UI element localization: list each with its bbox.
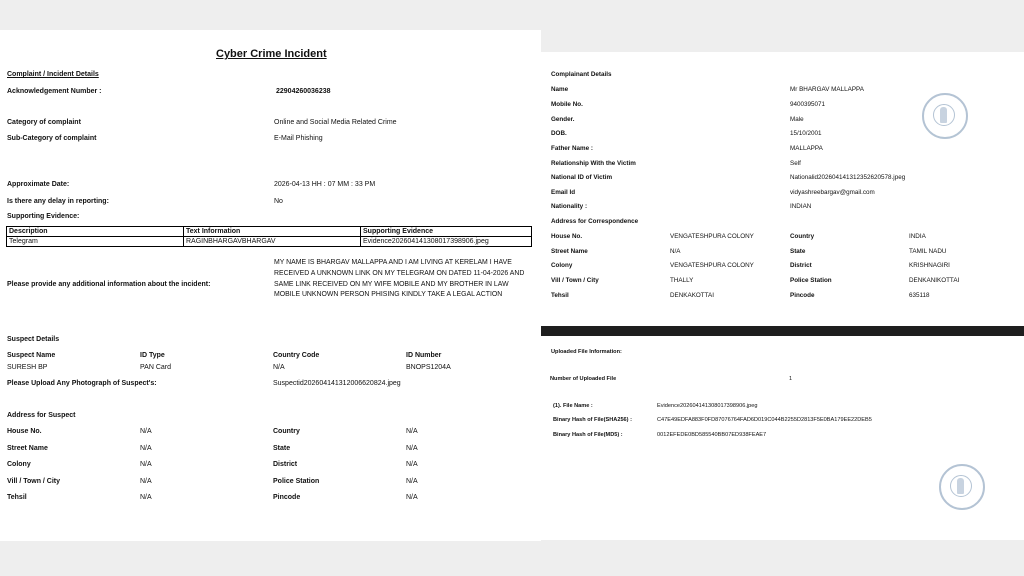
evidence-header-text: Text Information: [184, 227, 361, 237]
address-label: District: [790, 262, 812, 269]
suspect-address-heading: Address for Suspect: [7, 412, 76, 419]
complainant-label: National ID of Victim: [551, 174, 613, 181]
address-value: N/A: [140, 494, 152, 501]
category-value: Online and Social Media Related Crime: [274, 119, 397, 126]
date-value: 2026-04-13 HH : 07 MM : 33 PM: [274, 181, 376, 188]
address-label: Street Name: [551, 248, 588, 255]
suspect-name-header: Suspect Name: [7, 352, 56, 359]
suspect-photo-file-link[interactable]: Suspectid202604141312006620824.jpeg: [273, 380, 401, 387]
page-divider: [541, 326, 1024, 336]
suspect-idnumber-value: BNOPS1204A: [406, 364, 451, 371]
address-value: KRISHNAGIRI: [909, 262, 950, 269]
email-link[interactable]: vidyashreebargav@gmail.com: [790, 189, 875, 196]
address-label: Tehsil: [551, 292, 569, 299]
table-row: [7, 237, 532, 247]
uploaded-info-heading: Uploaded File Information:: [551, 349, 622, 355]
address-label: House No.: [7, 428, 42, 435]
sha256-label: Binary Hash of File(SHA256) :: [553, 417, 632, 423]
address-label: District: [273, 461, 298, 468]
address-label: Country: [273, 428, 300, 435]
md5-value: 0012EFEDE0BD585540BB07ED938FEAE7: [657, 432, 767, 438]
address-label: Pincode: [273, 494, 301, 501]
md5-label: Binary Hash of File(MD5) :: [553, 432, 623, 438]
subcategory-value: E-Mail Phishing: [274, 135, 323, 142]
date-label: Approximate Date:: [7, 181, 70, 188]
address-label: State: [273, 445, 291, 452]
complainant-label: Name: [551, 86, 569, 93]
suspect-section-heading: Suspect Details: [7, 336, 60, 343]
address-label: Vill / Town / City: [551, 277, 599, 284]
address-value: N/A: [406, 461, 418, 468]
complainant-label: Mobile No.: [551, 101, 583, 108]
complainant-label: Email Id: [551, 189, 576, 196]
complainant-value: MALLAPPA: [790, 145, 823, 152]
address-value: N/A: [670, 248, 681, 255]
complaint-section-heading: Complaint / Incident Details: [7, 71, 99, 78]
address-value: 635118: [909, 292, 930, 299]
suspect-country-header: Country Code: [273, 352, 320, 359]
correspondence-heading: Address for Correspondence: [551, 218, 639, 225]
complainant-value: 9400395071: [790, 101, 826, 108]
address-value: THALLY: [670, 277, 694, 284]
address-value: INDIA: [909, 233, 926, 240]
address-value: N/A: [406, 445, 418, 452]
address-label: Vill / Town / City: [7, 478, 61, 485]
address-value: N/A: [140, 461, 152, 468]
suspect-photo-label: Please Upload Any Photograph of Suspect's:: [7, 380, 157, 387]
num-files-value: 1: [789, 376, 793, 382]
national-id-file-link[interactable]: Nationalid20260414131235262057​8.jpeg: [790, 174, 906, 181]
delay-label: Is there any delay in reporting:: [7, 198, 109, 205]
address-label: Pincode: [790, 292, 815, 299]
address-label: Colony: [551, 262, 573, 269]
complainant-label: Relationship With the Victim: [551, 160, 636, 167]
complainant-label: Gender.: [551, 116, 575, 123]
category-label: Category of complaint: [7, 119, 81, 126]
address-value: N/A: [406, 494, 418, 501]
address-value: DENKANIKOTTAI: [909, 277, 960, 284]
address-label: Street Name: [7, 445, 48, 452]
evidence-cell-text: RAGINBHARGAVBHARGAV: [184, 237, 361, 247]
left-document-page: [0, 30, 541, 541]
address-label: State: [790, 248, 806, 255]
complainant-value: INDIAN: [790, 203, 812, 210]
complainant-value: Male: [790, 116, 804, 123]
additional-info-text: MY NAME IS BHARGAV MALLAPPA AND I AM LIVING AT KERELAM I HAVE RECEIVED A UNKNOWN LINK ON MY TELEGRAM ON DATED 11-04-2026 AND SAME LINK RECEIVED ON MY WIFE MOBILE AND MY BROTHER IN LAW MOBILE UNKNOWN PERSON PHISING KINDLY TAKE A LEGAL ACTION: [274, 259, 525, 299]
file-name-label: (1). File Name :: [553, 403, 593, 409]
suspect-idnumber-header: ID Number: [406, 352, 442, 359]
address-label: Colony: [7, 461, 31, 468]
subcategory-label: Sub-Category of complaint: [7, 135, 97, 142]
evidence-label: Supporting Evidence:: [7, 213, 80, 220]
address-value: N/A: [140, 428, 152, 435]
right-document-page: [541, 52, 1024, 540]
official-seal-icon: [922, 93, 968, 139]
address-label: Tehsil: [7, 494, 27, 501]
document-title: Cyber Crime Incident: [216, 48, 327, 60]
additional-info-label: Please provide any additional information about the incident:: [7, 281, 211, 288]
evidence-cell-description: Telegram: [7, 237, 184, 247]
official-seal-icon: [939, 464, 985, 510]
address-value: N/A: [140, 445, 152, 452]
file-name-link[interactable]: Evidence20260414130801739890​6.jpeg: [657, 403, 758, 409]
address-value: N/A: [140, 478, 152, 485]
suspect-country-value: N/A: [273, 364, 285, 371]
ack-label: Acknowledgement Number :: [7, 88, 102, 95]
address-value: VENGATESHPURA COLONY: [670, 262, 754, 269]
delay-value: No: [274, 198, 283, 205]
complainant-label: Father Name :: [551, 145, 593, 152]
evidence-file-link[interactable]: Evidence20260414130801739890​6.jpeg: [361, 237, 532, 247]
address-value: N/A: [406, 478, 418, 485]
address-value: DENKAKOTTAI: [670, 292, 714, 299]
complainant-value: 15/10/2001: [790, 130, 822, 137]
address-label: House No.: [551, 233, 583, 240]
num-files-label: Number of Uploaded File: [550, 376, 617, 382]
complainant-value: Self: [790, 160, 801, 167]
address-value: TAMIL NADU: [909, 248, 947, 255]
address-label: Police Station: [790, 277, 832, 284]
evidence-header-description: Description: [7, 227, 184, 237]
sha256-value: C47E49EDFA883F0FD87076764FAD6D019C044B2255D2813F5E0BA179EE22DEB5: [657, 417, 872, 423]
complainant-label: DOB.: [551, 130, 567, 137]
complainant-section-heading: Complainant Details: [551, 71, 612, 78]
address-label: Police Station: [273, 478, 320, 485]
evidence-header-supporting: Supporting Evidence: [361, 227, 532, 237]
complainant-label: Nationality :: [551, 203, 588, 210]
ack-value: 22904260036238: [276, 88, 331, 95]
evidence-table: [6, 226, 532, 247]
address-label: Country: [790, 233, 815, 240]
complainant-value: Mr BHARGAV MALLAPPA: [790, 86, 864, 93]
address-value: VENGATESHPURA COLONY: [670, 233, 754, 240]
suspect-idtype-header: ID Type: [140, 352, 165, 359]
address-value: N/A: [406, 428, 418, 435]
suspect-idtype-value: PAN Card: [140, 364, 171, 371]
suspect-name-value: SURESH BP: [7, 364, 48, 371]
